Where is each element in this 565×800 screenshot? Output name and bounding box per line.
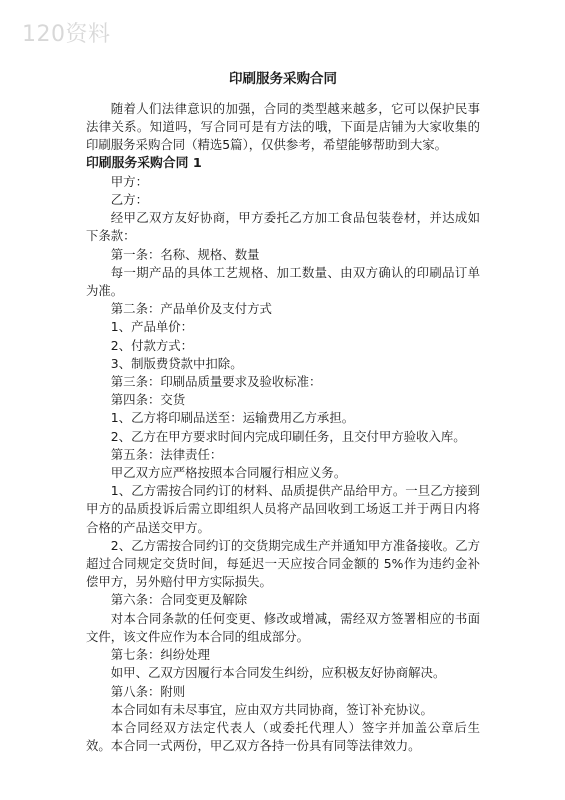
article-heading: 第二条：产品单价及支付方式 [110, 301, 272, 317]
document-title: 印刷服务采购合同 [229, 71, 337, 87]
contract-line: 1、产品单价： [110, 319, 194, 335]
contract-line: 本合同如有未尽事宜，应由双方共同协商，签订补充协议。 [110, 701, 433, 717]
article-heading: 第七条：纠纷处理 [110, 647, 210, 663]
contract-line: 本合同经双方法定代表人（或委托代理人）签字并加盖公章后生效。本合同一式两份，甲乙双方各持一份具有同等法律效力。 [86, 719, 480, 754]
watermark: 120资料 [22, 22, 111, 47]
document-body [86, 70, 480, 755]
contract-line: 3、制版费贷款中扣除。 [110, 355, 243, 371]
contract-line: 甲乙双方应严格按照本合同履行相应义务。 [110, 465, 347, 481]
contract-line: 对本合同条款的任何变更、修改或增减，需经双方签署相应的书面文件，该文件应作为本合同的组成部分。 [86, 610, 480, 644]
contract-line: 2、付款方式： [110, 337, 194, 353]
contract-line: 甲方： [110, 173, 148, 189]
article-heading: 第三条：印刷品质量要求及验收标准： [110, 374, 322, 390]
contract-line: 1、乙方需按合同约订的材料、品质提供产品给甲方。一旦乙方接到甲方的品质投诉后需立即组织人员将产品回收到工场返工并于两日内将合格的产品送交甲方。 [86, 483, 480, 535]
article-heading: 第四条：交货 [110, 392, 186, 408]
article-heading: 第六条：合同变更及解除 [110, 592, 248, 608]
article-heading: 第五条：法律责任： [110, 446, 223, 462]
contract-line: 2、乙方在甲方要求时间内完成印刷任务，且交付甲方验收入库。 [110, 428, 466, 444]
contract-line: 每一期产品的具体工艺规格、加工数量、由双方确认的印刷品订单为准。 [86, 264, 480, 299]
contract-line: 2、乙方需按合同约订的交货期完成生产并通知甲方准备接收。乙方超过合同规定交货时间，每延迟一天应按合同金额的 5%作为违约金补偿甲方，另外赔付甲方实际损失。 [86, 537, 480, 590]
contract-line: 如甲、乙双方因履行本合同发生纠纷，应积极友好协商解决。 [110, 665, 446, 681]
section-heading: 印刷服务采购合同 1 [86, 155, 202, 171]
contract-line: 乙方： [110, 192, 148, 208]
contract-line: 1、乙方将印刷品送至：运输费用乙方承担。 [110, 410, 355, 426]
intro-paragraph: 随着人们法律意识的加强，合同的类型越来越多，它可以保护民事法律关系。知道吗，写合同可是有方法的哦，下面是店铺为大家收集的印刷服务采购合同（精选5篇），仅供参考，希望能够帮助到大家。 [86, 101, 480, 153]
article-heading: 第八条：附则 [110, 683, 186, 699]
article-heading: 第一条：名称、规格、数量 [110, 246, 260, 262]
contract-line: 经甲乙双方友好协商，甲方委托乙方加工食品包装卷材，并达成如下条款： [86, 210, 480, 244]
